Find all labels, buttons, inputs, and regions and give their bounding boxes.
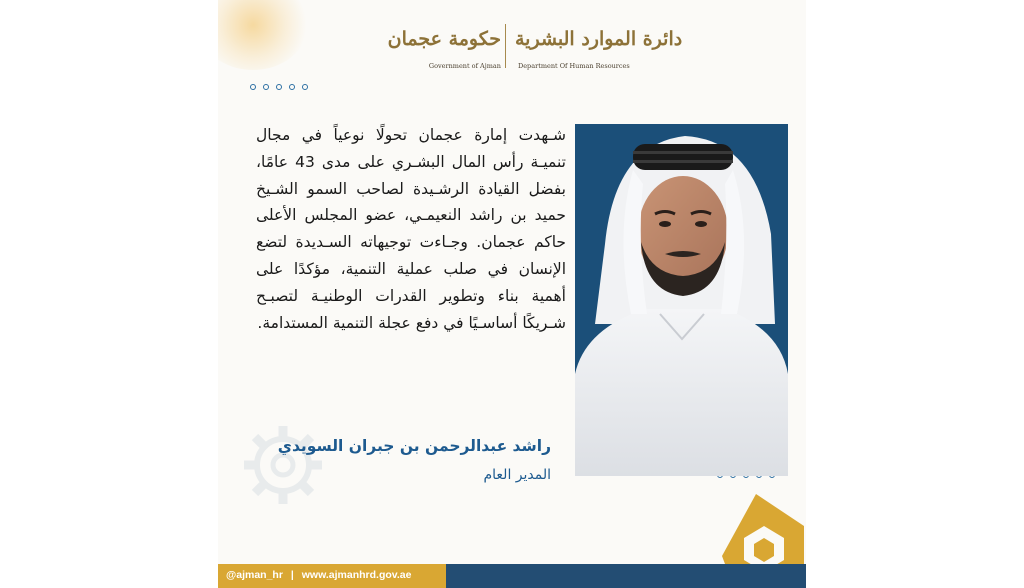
website-link[interactable]: www.ajmanhrd.gov.ae: [301, 569, 412, 581]
gear-watermark-icon: [238, 420, 328, 510]
person-name: راشد عبدالرحمن بن جبران السويدي: [277, 437, 551, 455]
person-title: المدير العام: [483, 467, 551, 483]
department-logo-english: Department Of Human Resources: [518, 62, 630, 70]
person-portrait-illustration: [575, 124, 788, 476]
government-logo-english: Government of Ajman: [428, 62, 501, 70]
government-logo-arabic: حكومة عجمان: [387, 28, 501, 50]
footer-separator: |: [290, 569, 294, 581]
social-handle-link[interactable]: @ajman_hr: [226, 569, 283, 581]
dot-pattern-top: [250, 84, 311, 90]
footer-bar: [218, 564, 806, 588]
quote-paragraph: شـهدت إمارة عجمان تحولًا نوعياً في مجال تنميـة رأس المال البشـري على مدى 43 عامًا، بفضل القيادة الرشـيدة لصاحب السمو الشـيخ حميد بن راشد النعيمـي، عضو المجلس الأعلى حاكم عجمان. وجـاءت توجيهاته السـديدة لتضع الإنسان في صلب عملية التنمية، مؤكدًا على أهمية بناء وتطوير القدرات الوطنيـة لتصبـح شـريكًا أساسـيًا في دفع عجلة التنمية المستدامة.: [256, 126, 567, 332]
portrait-photo: [575, 124, 788, 476]
department-logo-arabic: دائرة الموارد البشرية: [515, 28, 683, 50]
logo-divider: [505, 24, 506, 68]
footer-contact: [226, 569, 411, 581]
logo-header: [218, 18, 806, 78]
post-card: [218, 0, 806, 588]
